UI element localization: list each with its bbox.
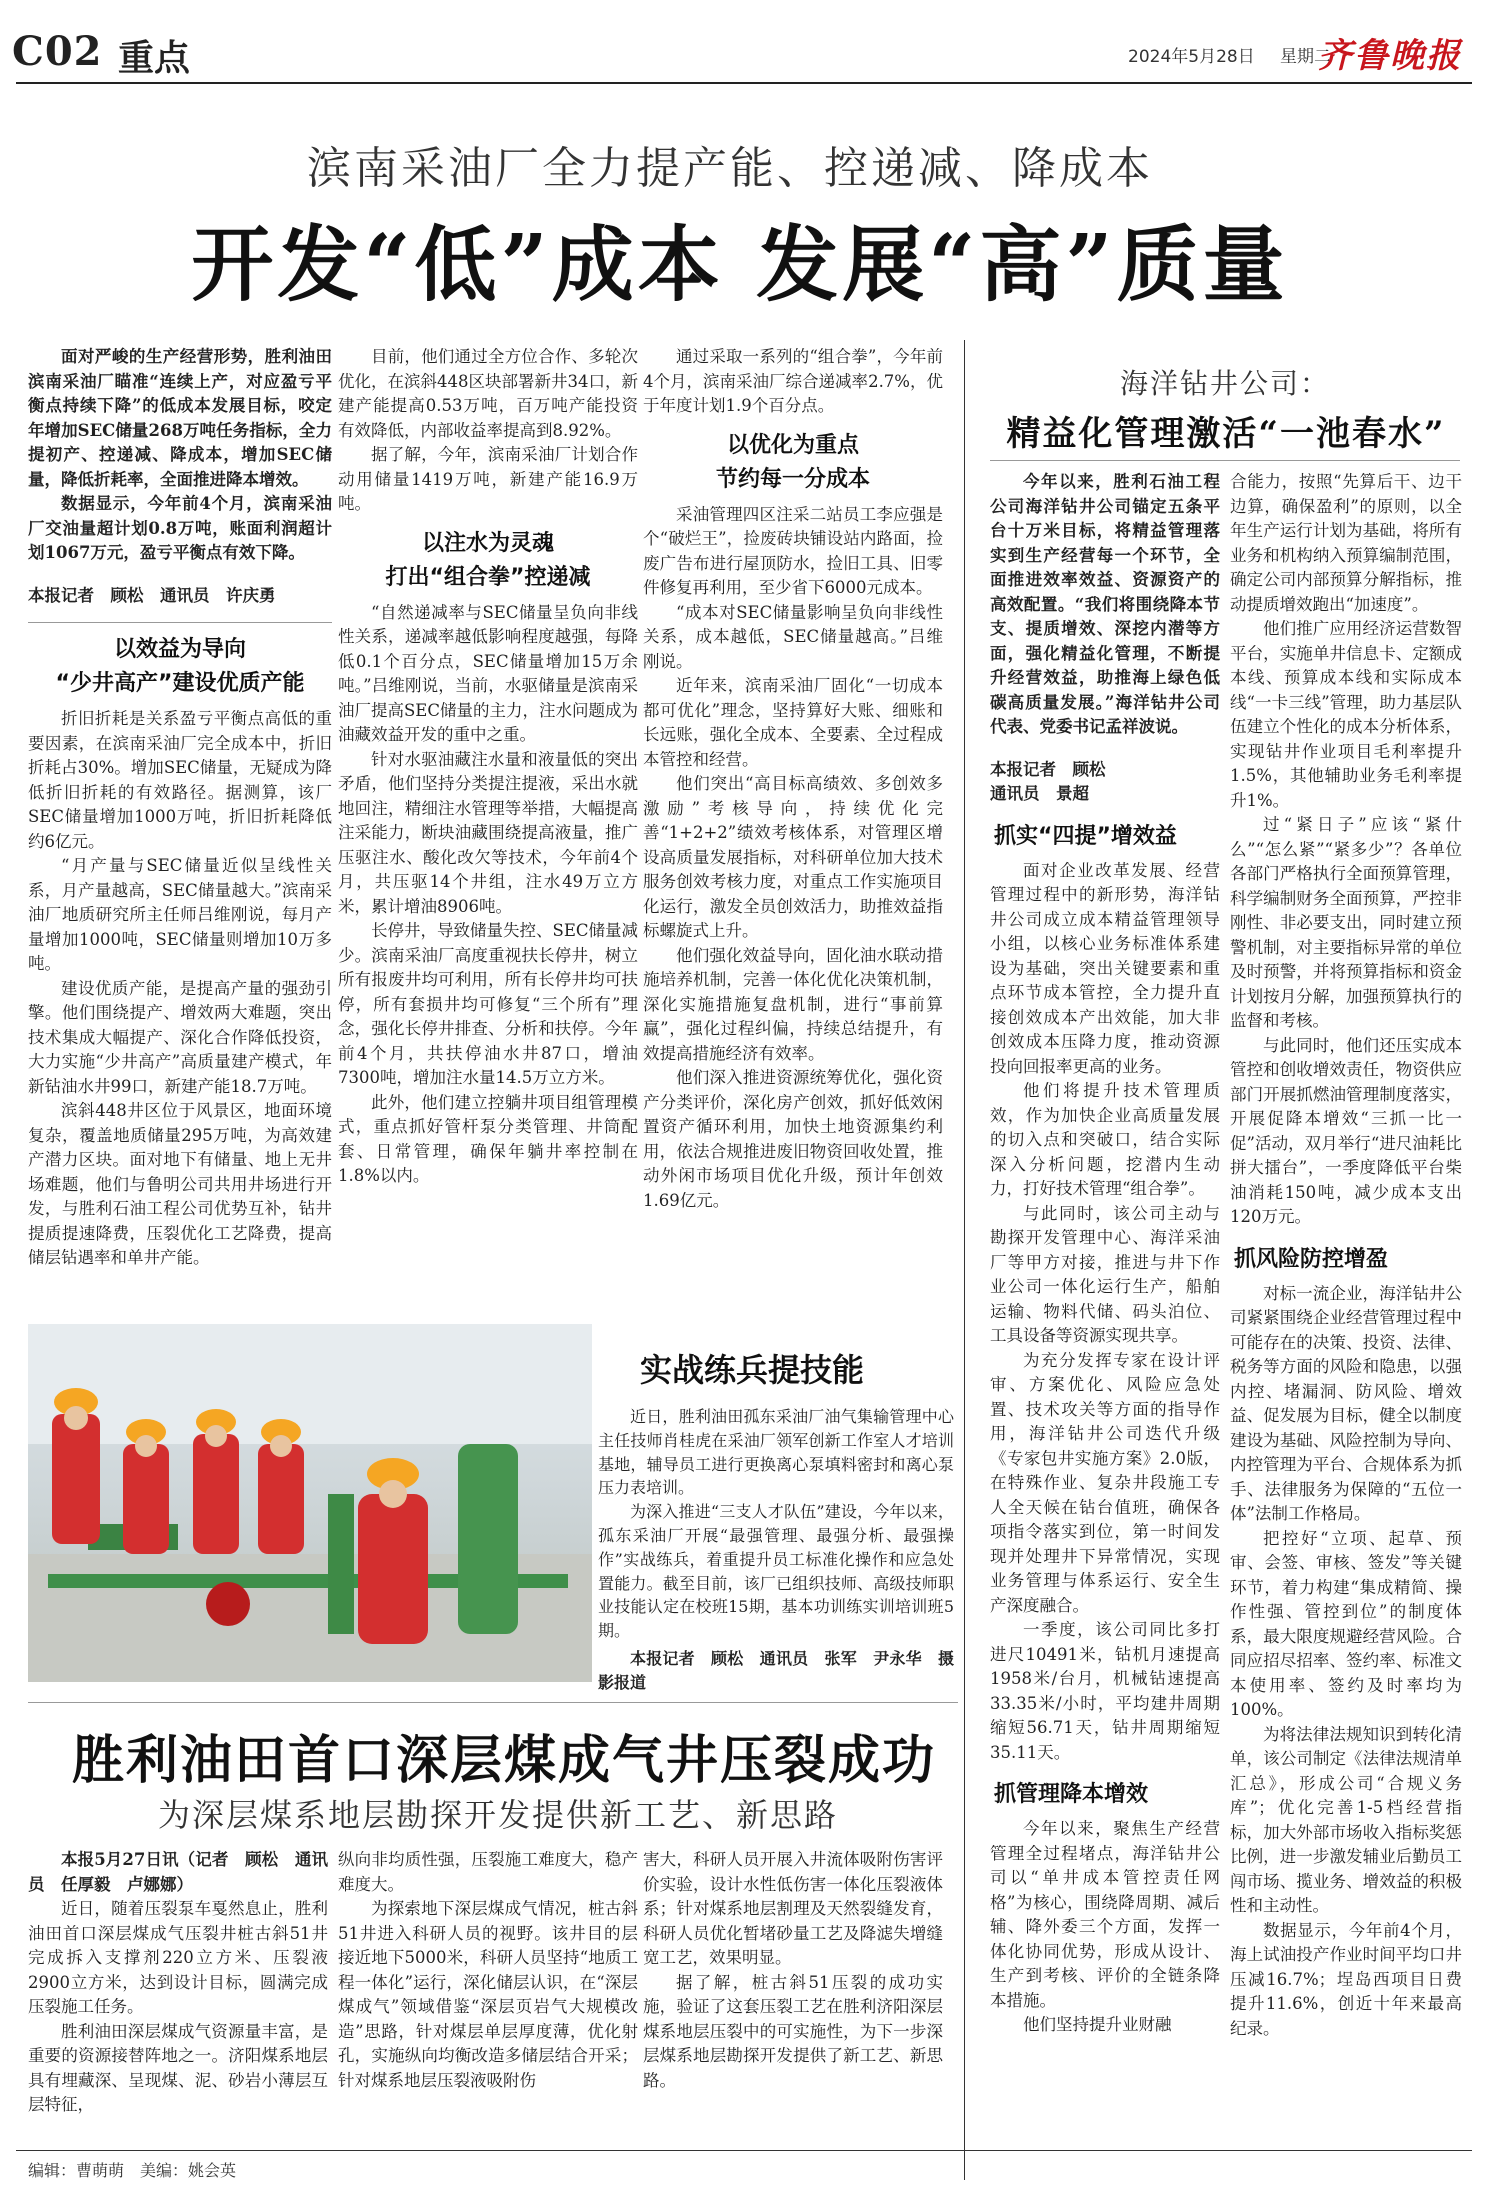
lead-col-3 xyxy=(643,345,943,1213)
section1-paragraph: “月产量与SEC储量近似呈线性关系，月产量越高，SEC储量越大。”滨南采油厂地质研究所主任师吕维刚说，每月产量增加1000吨，SEC储量则增加10万多吨。 xyxy=(28,856,332,973)
section3-paragraph: 他们深入推进资源统筹优化，强化资产分类评价，深化房产创效，抓好低效闲置资产循环利用，加快土地资源集约利用，依法合规推进废旧物资回收处置，推动外闲市场项目优化升级，预计年创效1.69亿元。 xyxy=(643,1068,943,1210)
lead-col-2 xyxy=(338,345,638,1189)
section3-paragraph: 近年来，滨南采油厂固化“一切成本都可优化”理念，坚持算好大账、细账和长远账，强化全成本、全要素、全过程成本管控和经营。 xyxy=(643,676,943,769)
bottom-col-1 xyxy=(28,1848,328,2118)
footer-rule xyxy=(16,2150,1472,2151)
lead-kicker: 滨南采油厂全力提产能、控递减、降成本 xyxy=(307,143,1153,194)
section3-paragraph: 他们强化效益导向，固化油水联动措施培养机制，完善一体化优化决策机制，深化实施措施复盘机制，进行“事前算赢”，强化过程纠偏，持续总结提升，有效提高措施经济有效率。 xyxy=(643,945,943,1063)
training-photo-illustration xyxy=(28,1324,592,1682)
side-s2-paragraph: 今年以来，聚焦生产经营管理全过程堵点，海洋钻井公司以“单井成本管控责任网格”为核心，围绕降周期、减后辅、降外委三个方面，发挥一体化协同优势，形成从设计、生产到考核、评价的全链条降本措施。 xyxy=(990,1819,1220,2010)
lead-col-1 xyxy=(28,345,332,1271)
side-s3-title: 抓风险防控增盈 xyxy=(1234,1246,1389,1272)
lead-paragraph: 面对严峻的生产经营形势，胜利油田滨南采油厂瞄准“连续上产，对应盈亏平衡点持续下降”的低成本发展目标，咬定年增加SEC储量268万吨任务指标，全力提初产、控递减、降成本，增加SEC储量，降低折耗率，全面推进降本增效。 xyxy=(28,347,332,489)
section3-paragraph: “成本对SEC储量影响呈负向非线性关系，成本越低，SEC储量越高。”吕维刚说。 xyxy=(643,602,943,671)
side-s3-paragraph: 为将法律法规知识到转化清单，该公司制定《法律法规清单汇总》，形成公司“合规义务库”；优化完善1-5档经营指标，加大外部市场收入指标奖惩比例，进一步激发辅业后勤员工闯市场、揽业务、增效益的积极性和主动性。 xyxy=(1230,1724,1462,1915)
side-col2-paragraph: 他们推广应用经济运营数智平台，实施单井信息卡、定额成本线、预算成本线和实际成本线“一卡三线”管理，助力基层队伍建立个性化的成本分析体系，实现钻井作业项目毛利率提升1.5%，其他辅助业务毛利率提升1%。 xyxy=(1230,619,1462,810)
bottom-story-paragraph: 纵向非均质性强，压裂施工难度大，稳产难度大。 xyxy=(338,1850,638,1894)
section1-paragraph: 折旧折耗是关系盈亏平衡点高低的重要因素，在滨南采油厂完全成本中，折旧折耗占30%。增加SEC储量，无疑成为降低折旧折耗的有效路径。据测算，该厂SEC储量增加1000万吨，折旧折耗降低约6亿元。 xyxy=(28,709,332,851)
section2-paragraph: 通过采取一系列的“组合拳”，今年前4个月，滨南采油厂综合递减率2.7%，优于年度计划1.9个百分点。 xyxy=(643,347,943,415)
section3-title-b: 节约每一分成本 xyxy=(715,466,870,492)
bottom-story-paragraph: 据了解，桩古斜51压裂的成功实施，验证了这套压裂工艺在胜利济阳深层煤系地层压裂中的可实施性，为下一步深层煤系地层勘探开发提供了新工艺、新思路。 xyxy=(643,1972,943,2090)
lead-paragraph: 数据显示，今年前4个月，滨南采油厂交油量超计划0.8万吨，账面利润超计划1067万元，盈亏平衡点有效下降。 xyxy=(28,494,332,562)
side-s1-paragraph: 面对企业改革发展、经营管理过程中的新形势，海洋钻井公司成立成本精益管理领导小组，以核心业务标准体系建设为基础，突出关键要素和重点环节成本管控，全力提升直接创效成本产出效能，加大非创效成本压降力度，推动资源投向回报率更高的业务。 xyxy=(990,860,1220,1076)
photo-story-paragraph: 为深入推进“三支人才队伍”建设，今年以来，孤东采油厂开展“最强管理、最强分析、最强操作”实战练兵，着重提升员工标准化操作和应急处置能力。截至目前，该厂已组织技师、高级技师职业技能认定在校班15期，基本功训练实训培训班5期。 xyxy=(598,1502,954,1641)
section2-heading xyxy=(338,527,638,595)
bottom-story-paragraph: 为探索地下深层煤成气情况，桩古斜51井进入科研人员的视野。该井目的层接近地下5000米，科研人员坚持“地质工程一体化”运行，深化储层认识，在“深层煤成气”领域借鉴“深层页岩气大规模改造”思路，针对煤层单层厚度薄，优化射孔，实施纵向均衡改造多储层结合开采；针对煤系地层压裂液吸附伤 xyxy=(338,1899,638,2090)
bottom-story-subtitle: 为深层煤系地层勘探开发提供新工艺、新思路 xyxy=(158,1796,839,1834)
side-story-title: 精益化管理激活“一池春水” xyxy=(1006,414,1446,454)
photo-story-paragraph: 近日，胜利油田孤东采油厂油气集输管理中心主任技师肖桂虎在采油厂领军创新工作室人才培训基地，辅导员工进行更换离心泵填料密封和离心泵压力表培训。 xyxy=(598,1407,954,1498)
bottom-story-lead: 本报5月27日讯（记者 顾松 通讯员 任厚毅 卢娜娜） xyxy=(28,1850,328,1894)
footer-editor: 编辑：曹萌萌 美编：姚会英 xyxy=(28,2161,237,2180)
section2-paragraph: “自然递减率与SEC储量呈负向非线性关系，递减率越低影响程度越强，每降低0.1个百分点，SEC储量增加15万余吨。”吕维刚说，当前，水驱储量是滨南采油厂提高SEC储量的主力，注水问题成为油藏效益开发的重中之重。 xyxy=(338,602,638,744)
bottom-story-paragraph: 害大，科研人员开展入井流体吸附伤害评价实验，设计水性低伤害一体化压裂液体系；针对煤系地层割理及天然裂缝发育，科研人员优化暂堵砂量工艺及降滤失增缝宽工艺，效果明显。 xyxy=(643,1850,943,1967)
side-byline-2: 通讯员 景超 xyxy=(990,784,1089,803)
side-col-2 xyxy=(1230,470,1462,2041)
bottom-story-rule xyxy=(28,1702,958,1703)
column-divider xyxy=(964,340,965,2180)
side-col2-paragraph: 过“紧日子”应该“紧什么”“怎么紧”“紧多少”？各单位各部门严格执行全面预算管理，科学编制财务全面预算，严控非刚性、非必要支出，同时建立预警机制，对主要指标异常的单位及时预警，并将预算指标和资金计划按月分解，加强预算执行的监督和考核。 xyxy=(1230,815,1462,1030)
masthead-rule xyxy=(16,82,1472,84)
section-name: 重点 xyxy=(118,38,191,79)
section2-title-b: 打出“组合拳”控递减 xyxy=(385,564,591,590)
side-s1-paragraph: 与此同时，该公司主动与勘探开发管理中心、海洋采油厂等甲方对接，推进与井下作业公司一体化运行生产，船舶运输、物料代储、码头泊位、工具设备等资源实现共享。 xyxy=(990,1203,1220,1345)
section2-paragraph: 长停井，导致储量失控、SEC储量减少。滨南采油厂高度重视扶长停井，树立所有报废井均可利用，所有长停井均可扶停，所有套损井均可修复“三个所有”理念，强化长停井排查、分析和扶停。今年前4个月，共扶停油水井87口，增油7300吨，增加注水量14.5万立方米。 xyxy=(338,921,638,1087)
side-s2-title: 抓管理降本增效 xyxy=(994,1782,1149,1807)
section3-paragraph: 他们突出“高目标高绩效、多创效多激励”考核导向，持续优化完善“1+2+2”绩效考核体系，对管理区增设高质量发展指标，对科研单位加大技术服务创效考核力度，对重点工作实施项目化运行，激发全员创效活力，助推效益指标螺旋式上升。 xyxy=(643,774,943,940)
side-col2-paragraph: 合能力，按照“先算后干、边干边算，确保盈利”的原则，以全年生产运行计划为基础，将所有业务和机构纳入预算编制范围，确定公司内部预算分解指标，推动提质增效跑出“加速度”。 xyxy=(1230,472,1462,614)
paper-logo: 齐鲁晚报 xyxy=(1318,36,1462,76)
side-s1-title: 抓实“四提”增效益 xyxy=(994,823,1177,849)
side-s1-paragraph: 为充分发挥专家在设计评审、方案优化、风险应急处置、技术攻关等方面的指导作用，海洋钻井公司迭代升级《专家包井实施方案》2.0版，在特殊作业、复杂井段施工专人全天候在钻台值班，确保各项指令落实到位，第一时间发现并处理井下异常情况，实现业务管理与体系运行、安全生产深度融合。 xyxy=(990,1350,1220,1615)
lead-byline: 本报记者 顾松 通讯员 许庆勇 xyxy=(28,585,276,605)
side-s1-paragraph: 一季度，该公司同比多打进尺10491米，钻机月速提高1958米/台月，机械钻速提高33.35米/小时，平均建井周期缩短56.71天，钻井周期缩短35.11天。 xyxy=(990,1620,1220,1762)
section2-paragraph: 此外，他们建立控躺井项目组管理模式，重点抓好管杆泵分类管理、井筒配套、日常管理，确保年躺井率控制在1.8%以内。 xyxy=(338,1092,638,1185)
section1-paragraph: 目前，他们通过全方位合作、多轮次优化，在滨斜448区块部署新井34口，新建产能提高0.53万吨，百万吨产能投资有效降低，内部收益率提高到8.92%。 xyxy=(338,347,638,440)
section3-paragraph: 采油管理四区注采二站员工李应强是个“破烂王”，捡废砖块铺设站内路面，捡废广告布进行屋顶防水，捡旧工具、旧零件修复再利用，至少省下6000元成本。 xyxy=(643,504,943,597)
section1-paragraph: 建设优质产能，是提高产量的强劲引擎。他们围绕提产、增效两大难题，突出技术集成大幅提产、深化合作降低投资，大力实施“少井高产”高质量建产模式，年新钻油水井99口，新建产能18.7万吨。 xyxy=(28,978,332,1096)
section2-paragraph: 针对水驱油藏注水量和液量低的突出矛盾，他们坚持分类提注提液，采出水就地回注，精细注水管理等举措，大幅提高注采能力，断块油藏围绕提高液量，推广压驱注水、酸化改欠等技术，今年前4个月，共压驱14个井组，注水49万立方米，累计增油8906吨。 xyxy=(338,749,638,916)
photo-story-byline: 本报记者 顾松 通讯员 张军 尹永华 摄影报道 xyxy=(598,1648,954,1692)
section1-paragraph: 据了解，今年，滨南采油厂计划合作动用储量1419万吨，新建产能16.9万吨。 xyxy=(338,445,638,513)
photo-story-title: 实战练兵提技能 xyxy=(640,1351,865,1389)
section3-title-a: 以优化为重点 xyxy=(726,432,859,458)
page-code: C02 xyxy=(12,28,103,75)
training-photo xyxy=(28,1324,592,1682)
side-s3-paragraph: 把控好“立项、起草、预审、会签、审核、签发”等关键环节，着力构建“集成精简、操作性强、管控到位”的制度体系，最大限度规避经营风险。合同应招尽招率、签约率、标准文本使用率、签约及时率均为100%。 xyxy=(1230,1528,1462,1719)
dateline-date: 2024年5月28日 xyxy=(1128,47,1255,67)
lead-title: 开发“低”成本 发展“高”质量 xyxy=(191,217,1289,313)
side-s2-paragraph: 他们坚持提升业财融 xyxy=(1023,2015,1172,2034)
side-col2-paragraph: 与此同时，他们还压实成本管控和创收增效责任，物资供应部门开展抓燃油管理制度落实，开展促降本增效“三抓一比一促”活动，双月举行“进尺油耗比拼大擂台”，一季度降低平台柴油消耗150吨，减少成本支出120万元。 xyxy=(1230,1035,1462,1226)
section2-title-a: 以注水为灵魂 xyxy=(421,530,554,556)
bottom-col-3 xyxy=(643,1848,943,2093)
side-s1-paragraph: 他们将提升技术管理质效，作为加快企业高质量发展的切入点和突破口，结合实际深入分析问题，挖潜内生动力，打好技术管理“组合拳”。 xyxy=(990,1081,1220,1198)
bottom-col-2 xyxy=(338,1848,638,2093)
photo-story-text xyxy=(598,1405,954,1695)
section1-paragraph: 滨斜448井区位于风景区，地面环境复杂，覆盖地质储量295万吨，为高效建产潜力区块。面对地下有储量、地上无井场难题，他们与鲁明公司共用井场进行开发，与胜利石油工程公司优势互补，钻井提质提速降费，压裂优化工艺降费，提高储层钻遇率和单井产能。 xyxy=(28,1101,332,1267)
section1-title-a: 以效益为导向 xyxy=(113,637,246,662)
bottom-story-title: 胜利油田首口深层煤成气井压裂成功 xyxy=(72,1730,937,1791)
section1-title-b: “少井高产”建设优质产能 xyxy=(55,671,305,696)
side-story-kicker: 海洋钻井公司： xyxy=(1119,367,1330,400)
bottom-story-paragraph: 胜利油田深层煤成气资源量丰富，是重要的资源接替阵地之一。济阳煤系地层具有埋藏深、呈现煤、泥、砂岩小薄层互层特征， xyxy=(28,2021,328,2114)
side-byline-1: 本报记者 顾松 xyxy=(990,759,1106,779)
section1-heading xyxy=(28,633,332,701)
bottom-story-paragraph: 近日，随着压裂泵车戛然息止，胜利油田首口深层煤成气压裂井桩古斜51井完成拆入支撑剂220立方米、压裂液2900立方米，达到设计目标，圆满完成压裂施工任务。 xyxy=(28,1899,328,2016)
dateline-weekday: 星期二 xyxy=(1280,47,1331,67)
side-col-1 xyxy=(990,470,1220,2038)
side-lead-paragraph: 今年以来，胜利石油工程公司海洋钻井公司锚定五条平台十万米目标，将精益管理落实到生产经营每一个环节，全面推进效率效益、资源资产的高效配置。“我们将围绕降本节支、提质增效、深挖内潜等方面，强化精益化管理，不断提升经营效益，助推海上绿色低碳高质量发展。”海洋钻井公司代表、党委书记孟祥波说。 xyxy=(990,472,1220,736)
side-title-rule xyxy=(990,460,1460,461)
side-s3-paragraph: 对标一流企业，海洋钻井公司紧紧围绕企业经营管理过程中可能存在的决策、投资、法律、税务等方面的风险和隐患，以强内控、堵漏洞、防风险、增效益、促发展为目标，健全以制度建设为基础、风险控制为导向、内控管理为平台、合规体系为抓手、法律服务为保障的“五位一体”法制工作格局。 xyxy=(1230,1283,1462,1523)
section3-heading xyxy=(643,429,943,497)
side-s3-paragraph: 数据显示，今年前4个月，海上试油投产作业时间平均口井压减16.7%；埕岛西项目日费提升11.6%，创近十年来最高纪录。 xyxy=(1230,1920,1462,2038)
